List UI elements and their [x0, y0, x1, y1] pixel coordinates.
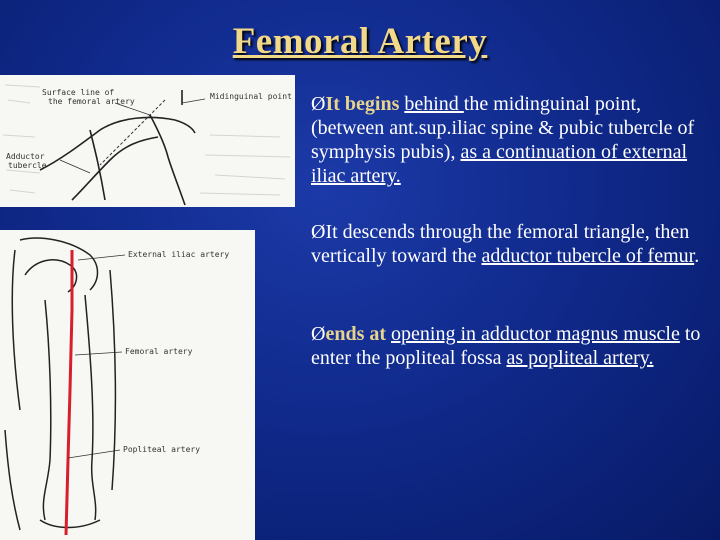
- bullet-text-underlined: behind: [404, 93, 464, 115]
- label-surface-line-1: Surface line of: [42, 88, 115, 97]
- bullet-text-underlined: as popliteal artery.: [506, 347, 654, 369]
- bullet-text: .: [694, 245, 700, 267]
- bullet-text: to enter the popliteal fossa: [311, 323, 701, 369]
- femur-artery-diagram: [0, 230, 255, 540]
- bullet-text-emphasis: ends at: [325, 323, 392, 345]
- bullet-text: the midinguinal point, (between ant.sup.iliac spine & pubic tubercle of symphysis pubis),: [311, 93, 695, 163]
- bullet-descends: [311, 220, 711, 268]
- thigh-surface-diagram: [0, 75, 295, 207]
- label-popliteal: Popliteal artery: [123, 445, 201, 454]
- bullet-text: It descends through the femoral triangle, then vertically toward the: [311, 221, 690, 267]
- bullet-arrow-icon: Ø: [311, 221, 326, 243]
- label-external-iliac: External iliac artery: [128, 250, 230, 259]
- label-femoral: Femoral artery: [125, 347, 193, 356]
- artery-line: [66, 250, 72, 535]
- label-adductor-2: tubercle: [8, 161, 47, 170]
- bullet-text-underlined: adductor tubercle of femur: [481, 245, 695, 267]
- label-surface-line-2: the femoral artery: [48, 97, 135, 106]
- bullet-text-emphasis: It begins: [325, 93, 405, 115]
- bullet-arrow-icon: Ø: [311, 323, 326, 345]
- label-adductor-1: Adductor: [6, 152, 45, 161]
- label-midinguinal: Midinguinal point: [210, 92, 292, 101]
- bullet-arrow-icon: Ø: [311, 93, 326, 115]
- bullet-text-underlined: opening in adductor magnus muscle: [391, 323, 680, 345]
- bullet-text-underlined: as a continuation of external iliac artery.: [311, 141, 688, 187]
- bullet-ends: [311, 322, 711, 370]
- bullet-begins: [311, 92, 711, 188]
- slide-title: Femoral Artery: [232, 21, 488, 62]
